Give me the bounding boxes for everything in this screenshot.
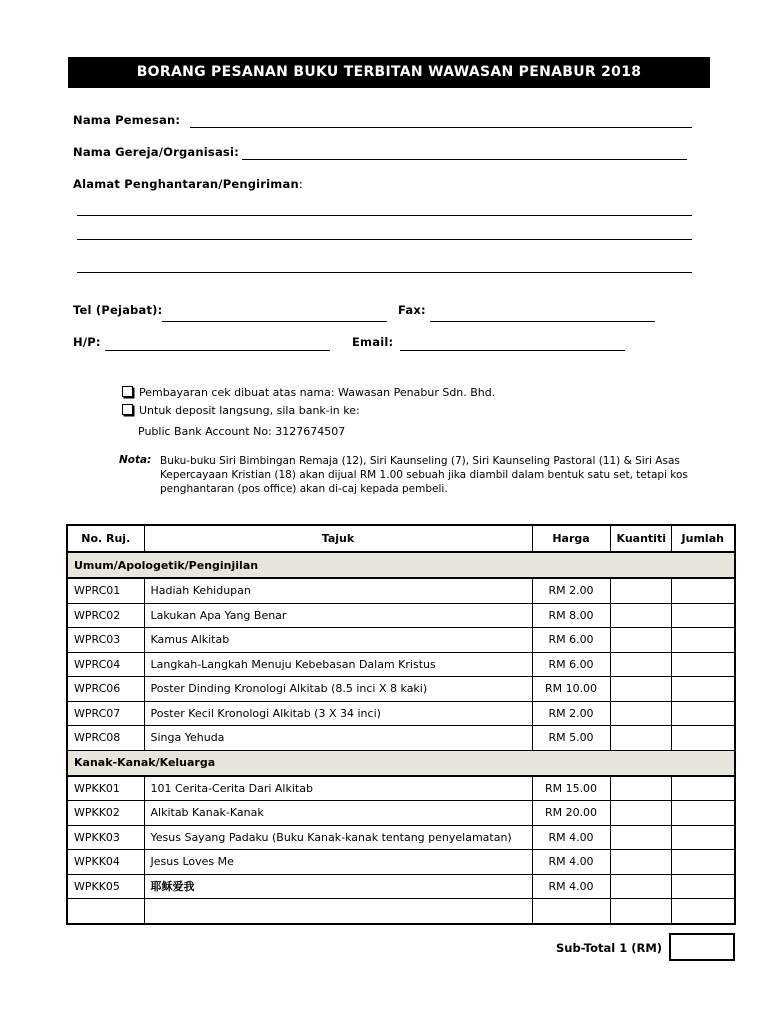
price-cell: RM 8.00 bbox=[532, 603, 610, 628]
table-row bbox=[67, 850, 735, 875]
form-title: BORANG PESANAN BUKU TERBITAN WAWASAN PENABUR 2018 bbox=[68, 57, 710, 88]
table-row bbox=[67, 801, 735, 826]
total-cell[interactable] bbox=[671, 628, 735, 653]
title-cell: Alkitab Kanak-Kanak bbox=[144, 801, 532, 826]
total-cell[interactable] bbox=[671, 825, 735, 850]
title-cell: Singa Yehuda bbox=[144, 726, 532, 751]
tel-label: Tel (Pejabat): bbox=[73, 303, 163, 317]
table-row bbox=[67, 825, 735, 850]
ref-cell: WPKK02 bbox=[67, 801, 144, 826]
total-cell[interactable] bbox=[671, 801, 735, 826]
qty-cell[interactable] bbox=[610, 726, 671, 751]
total-cell[interactable] bbox=[671, 776, 735, 801]
qty-cell[interactable] bbox=[610, 578, 671, 603]
price-cell: RM 4.00 bbox=[532, 825, 610, 850]
total-cell[interactable] bbox=[671, 850, 735, 875]
hp-label: H/P: bbox=[73, 335, 101, 349]
nama-pemesan-field[interactable] bbox=[190, 127, 692, 128]
fax-label: Fax: bbox=[398, 303, 426, 317]
section-title: Kanak-Kanak/Keluarga bbox=[67, 750, 735, 776]
alamat-line-2[interactable] bbox=[77, 239, 692, 240]
price-cell: RM 5.00 bbox=[532, 726, 610, 751]
price-cell: RM 4.00 bbox=[532, 850, 610, 875]
title-cell: Langkah-Langkah Menuju Kebebasan Dalam Kristus bbox=[144, 652, 532, 677]
ref-cell: WPKK05 bbox=[67, 874, 144, 899]
checkbox-icon[interactable] bbox=[122, 386, 133, 397]
fax-field[interactable] bbox=[430, 321, 655, 322]
header-harga: Harga bbox=[532, 525, 610, 552]
total-cell[interactable] bbox=[671, 874, 735, 899]
section-row bbox=[67, 552, 735, 578]
nama-gereja-field[interactable] bbox=[242, 159, 687, 160]
header-tajuk: Tajuk bbox=[144, 525, 532, 552]
checkbox-icon[interactable] bbox=[122, 404, 133, 415]
title-cell: Poster Dinding Kronologi Alkitab (8.5 inci X 8 kaki) bbox=[144, 677, 532, 702]
subtotal-field[interactable] bbox=[669, 933, 735, 961]
nota-label: Nota: bbox=[119, 454, 152, 466]
price-cell: RM 10.00 bbox=[532, 677, 610, 702]
qty-cell[interactable] bbox=[610, 677, 671, 702]
qty-cell[interactable] bbox=[610, 628, 671, 653]
price-cell: RM 15.00 bbox=[532, 776, 610, 801]
table-row-empty bbox=[67, 899, 735, 924]
email-label: Email: bbox=[352, 335, 394, 349]
qty-cell[interactable] bbox=[610, 801, 671, 826]
hp-field[interactable] bbox=[105, 350, 330, 351]
qty-cell[interactable] bbox=[610, 603, 671, 628]
alamat-line-3[interactable] bbox=[77, 272, 692, 273]
title-cell: Hadiah Kehidupan bbox=[144, 578, 532, 603]
qty-cell[interactable] bbox=[610, 776, 671, 801]
title-cell[interactable] bbox=[144, 899, 532, 924]
title-cell: Jesus Loves Me bbox=[144, 850, 532, 875]
title-cell: Poster Kecil Kronologi Alkitab (3 X 34 inci) bbox=[144, 701, 532, 726]
total-cell[interactable] bbox=[671, 652, 735, 677]
price-cell: RM 6.00 bbox=[532, 628, 610, 653]
total-cell[interactable] bbox=[671, 578, 735, 603]
payment-option-cheque-label: Pembayaran cek dibuat atas nama: Wawasan Penabur Sdn. Bhd. bbox=[139, 386, 496, 399]
header-kuantiti: Kuantiti bbox=[610, 525, 671, 552]
total-cell[interactable] bbox=[671, 899, 735, 924]
payment-option-deposit[interactable] bbox=[122, 404, 360, 417]
qty-cell[interactable] bbox=[610, 899, 671, 924]
tel-field[interactable] bbox=[162, 321, 387, 322]
ref-cell: WPRC02 bbox=[67, 603, 144, 628]
bank-account: Public Bank Account No: 3127674507 bbox=[138, 425, 346, 438]
price-cell: RM 20.00 bbox=[532, 801, 610, 826]
qty-cell[interactable] bbox=[610, 652, 671, 677]
payment-option-deposit-label: Untuk deposit langsung, sila bank-in ke: bbox=[139, 404, 360, 417]
ref-cell: WPKK03 bbox=[67, 825, 144, 850]
qty-cell[interactable] bbox=[610, 850, 671, 875]
price-cell: RM 6.00 bbox=[532, 652, 610, 677]
title-cell: 耶稣爱我 bbox=[144, 874, 532, 899]
table-row bbox=[67, 874, 735, 899]
payment-option-cheque[interactable] bbox=[122, 386, 495, 399]
alamat-line-1[interactable] bbox=[77, 215, 692, 216]
table-row bbox=[67, 603, 735, 628]
total-cell[interactable] bbox=[671, 726, 735, 751]
section-row bbox=[67, 750, 735, 776]
ref-cell: WPRC07 bbox=[67, 701, 144, 726]
nama-pemesan-label: Nama Pemesan: bbox=[73, 113, 181, 127]
ref-cell: WPKK01 bbox=[67, 776, 144, 801]
section-title: Umum/Apologetik/Penginjilan bbox=[67, 552, 735, 578]
table-header-row bbox=[67, 525, 735, 552]
header-no-ruj: No. Ruj. bbox=[67, 525, 144, 552]
ref-cell: WPRC06 bbox=[67, 677, 144, 702]
title-cell: 101 Cerita-Cerita Dari Alkitab bbox=[144, 776, 532, 801]
table-row bbox=[67, 677, 735, 702]
nama-gereja-label: Nama Gereja/Organisasi: bbox=[73, 145, 239, 159]
email-field[interactable] bbox=[400, 350, 625, 351]
qty-cell[interactable] bbox=[610, 874, 671, 899]
table-row bbox=[67, 652, 735, 677]
title-cell: Kamus Alkitab bbox=[144, 628, 532, 653]
table-row bbox=[67, 726, 735, 751]
alamat-label: Alamat Penghantaran/Pengiriman: bbox=[73, 177, 303, 191]
ref-cell: WPRC04 bbox=[67, 652, 144, 677]
ref-cell: WPRC03 bbox=[67, 628, 144, 653]
title-cell: Yesus Sayang Padaku (Buku Kanak-kanak tentang penyelamatan) bbox=[144, 825, 532, 850]
subtotal-label: Sub-Total 1 (RM) bbox=[556, 941, 663, 955]
table-row bbox=[67, 701, 735, 726]
table-row bbox=[67, 628, 735, 653]
qty-cell[interactable] bbox=[610, 825, 671, 850]
qty-cell[interactable] bbox=[610, 701, 671, 726]
table-row bbox=[67, 578, 735, 603]
order-table bbox=[66, 524, 736, 925]
price-cell: RM 2.00 bbox=[532, 701, 610, 726]
ref-cell: WPKK04 bbox=[67, 850, 144, 875]
ref-cell: WPRC08 bbox=[67, 726, 144, 751]
price-cell: RM 2.00 bbox=[532, 578, 610, 603]
total-cell[interactable] bbox=[671, 603, 735, 628]
total-cell[interactable] bbox=[671, 701, 735, 726]
price-cell[interactable] bbox=[532, 899, 610, 924]
nota-text: Buku-buku Siri Bimbingan Remaja (12), Siri Kaunseling (7), Siri Kaunseling Pastoral (11) & Siri Asas Kepercayaan Kristian (18) akan dijual RM 1.00 sebuah jika diambil dalam bentuk satu set, tetapi kos penghantaran (pos office) akan di-caj kepada pembeli. bbox=[160, 455, 688, 495]
header-jumlah: Jumlah bbox=[671, 525, 735, 552]
table-row bbox=[67, 776, 735, 801]
total-cell[interactable] bbox=[671, 677, 735, 702]
title-cell: Lakukan Apa Yang Benar bbox=[144, 603, 532, 628]
ref-cell: WPRC01 bbox=[67, 578, 144, 603]
ref-cell[interactable] bbox=[67, 899, 144, 924]
price-cell: RM 4.00 bbox=[532, 874, 610, 899]
